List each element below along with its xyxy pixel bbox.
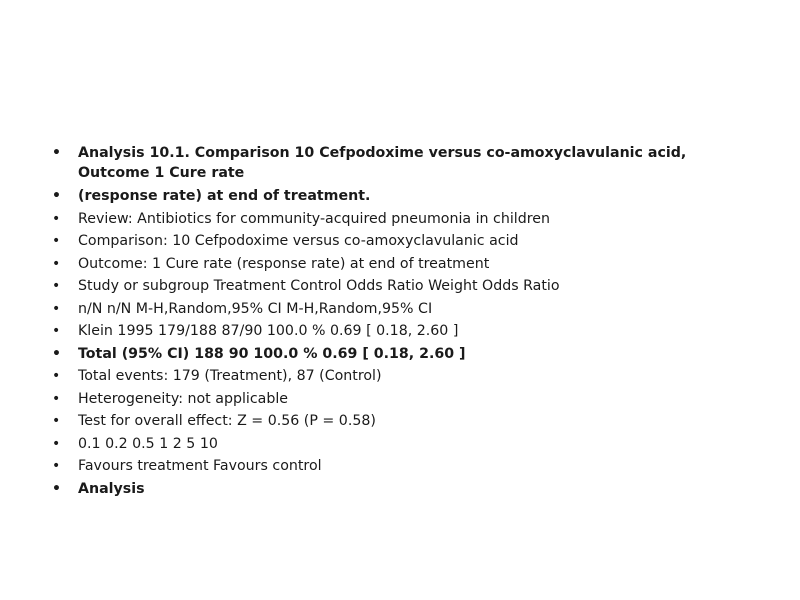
bullet-item-review [52, 208, 752, 231]
bullet-dot: • [52, 323, 61, 339]
bullet-dot: • [52, 390, 61, 407]
bullet-text: Total events: 179 (Treatment), 87 (Control) [78, 368, 382, 384]
bullet-item-title [52, 143, 752, 185]
bullet-text: Study or subgroup Treatment Control Odds Ratio Weight Odds Ratio [78, 278, 560, 294]
bullet-item-heterogeneity [52, 388, 752, 411]
bullet-text: Total (95% CI) 188 90 100.0 % 0.69 [ 0.18, 2.60 ] [78, 345, 466, 362]
bullet-text: Heterogeneity: not applicable [78, 390, 289, 407]
bullet-dot: • [52, 300, 61, 317]
bullet-list [52, 143, 752, 500]
bullet-item-total-events [52, 365, 752, 388]
bullet-text: Analysis [78, 480, 145, 497]
bullet-dot: • [52, 345, 61, 362]
bullet-dot: • [52, 255, 61, 272]
bullet-text: Test for overall effect: Z = 0.56 (P = 0.58) [78, 413, 376, 429]
bullet-item-scale [52, 433, 752, 456]
bullet-item-table-header [52, 275, 752, 298]
bullet-item-comparison [52, 230, 752, 253]
bullet-dot: • [52, 480, 61, 497]
bullet-item-title-continued [52, 185, 752, 208]
bullet-dot: • [52, 210, 61, 227]
bullet-text: Klein 1995 179/188 87/90 100.0 % 0.69 [ 0.18, 2.60 ] [78, 323, 459, 339]
bullet-text: Analysis 10.1. Comparison 10 Cefpodoxime versus co-amoxyclavulanic acid, Outcome 1 Cure rate [78, 145, 687, 181]
bullet-item-favours [52, 455, 752, 478]
bullet-text: 0.1 0.2 0.5 1 2 5 10 [78, 435, 218, 452]
bullet-item-total-row [52, 343, 752, 366]
bullet-item-table-subheader [52, 298, 752, 321]
bullet-text: (response rate) at end of treatment. [78, 188, 371, 204]
bullet-dot: • [52, 188, 61, 204]
bullet-item-outcome [52, 253, 752, 276]
bullet-text: Favours treatment Favours control [78, 458, 322, 474]
bullet-text: n/N n/N M-H,Random,95% CI M-H,Random,95% CI [78, 300, 433, 317]
bullet-item-overall-effect [52, 410, 752, 433]
bullet-dot: • [52, 233, 61, 249]
bullet-text: Outcome: 1 Cure rate (response rate) at end of treatment [78, 255, 490, 272]
bullet-dot: • [52, 435, 61, 452]
bullet-dot: • [52, 278, 61, 294]
bullet-text: Review: Antibiotics for community-acquired pneumonia in children [78, 210, 550, 227]
bullet-text: Comparison: 10 Cefpodoxime versus co-amoxyclavulanic acid [78, 233, 519, 249]
bullet-dot: • [52, 413, 61, 429]
bullet-item-analysis [52, 478, 752, 501]
bullet-dot: • [52, 145, 61, 161]
bullet-dot: • [52, 368, 61, 384]
bullet-item-study-row [52, 320, 752, 343]
bullet-dot: • [52, 458, 61, 474]
